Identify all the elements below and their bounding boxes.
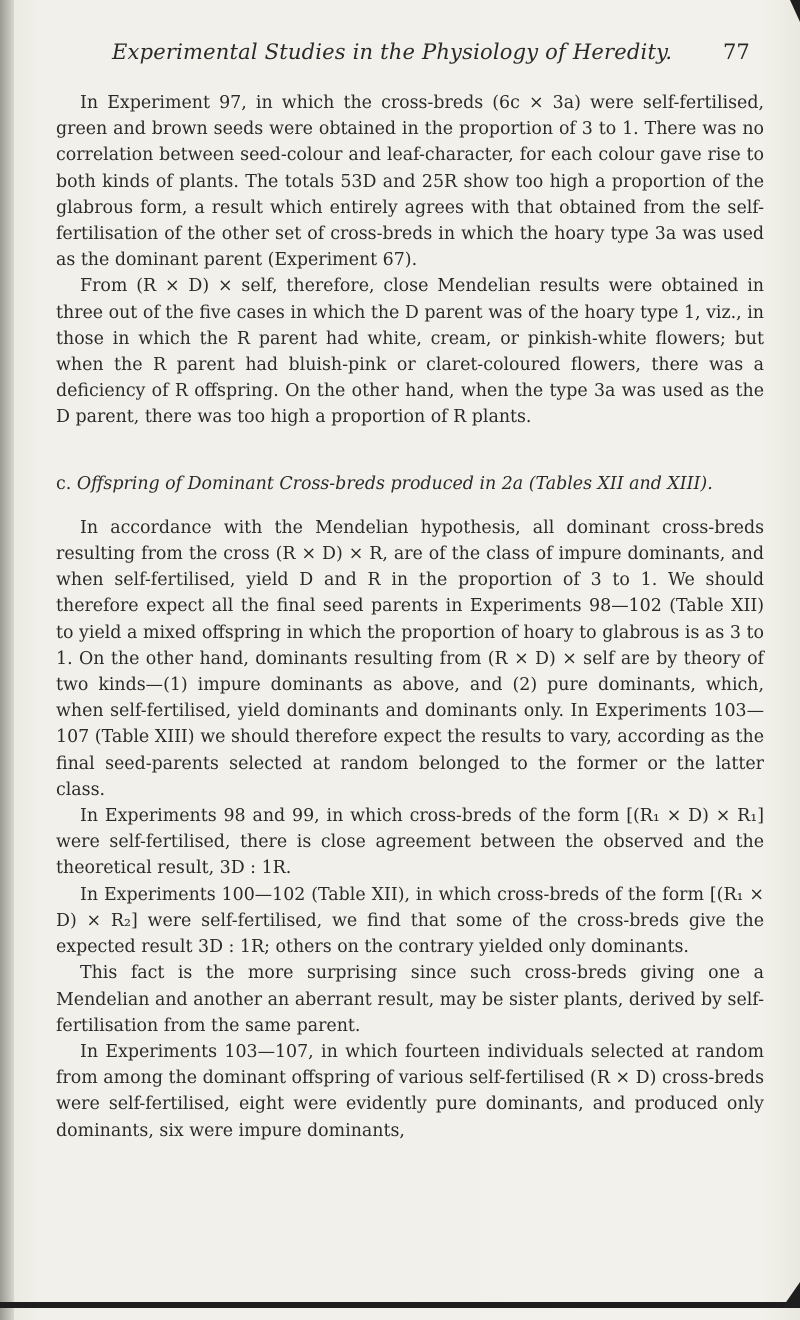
paragraph: In Experiments 103—107, in which fourteen individuals selected at random from among the dominant offspring of various self-fertilised (R × D) cross-breds were self-fertilised, eight were evidently pure dominants, and produced only dominants, six were impure dominants,	[56, 1041, 764, 1141]
section-heading-text: Offspring of Dominant Cross-breds produced in 2a (Tables XII and XIII).	[76, 473, 713, 494]
section-heading	[56, 471, 764, 497]
page-header	[0, 40, 800, 80]
paragraph: This fact is the more surprising since such cross-breds giving one a Mendelian and another an aberrant result, may be sister plants, derived by self-fertilisation from the same parent.	[56, 963, 764, 1036]
paragraph: In Experiments 100—102 (Table XII), in which cross-breds of the form [(R₁ × D) × R₂] were self-fertilised, we find that some of the cross-breds give the expected result 3D : 1R; others on the contrary yielded only dominants.	[56, 884, 764, 958]
paragraph: In accordance with the Mendelian hypothesis, all dominant cross-breds resulting from the cross (R × D) × R, are of the class of impure dominants, and when self-fertilised, yield D and R in the proportion of 3 to 1. We should therefore expect all the final seed parents in Experiments 98—102 (Table XII) to yield a mixed offspring in which the proportion of hoary to glabrous is as 3 to 1. On the other hand, dominants resulting from (R × D) × self are by theory of two kinds—(1) impure dominants as above, and (2) pure dominants, which, when self-fertilised, yield dominants and dominants only. In Experiments 103—107 (Table XIII) we should therefore expect the results to vary, according as the final seed-parents selected at random belonged to the former or the latter class.	[56, 517, 764, 800]
section-heading-label: c.	[56, 473, 72, 494]
paragraph: In Experiment 97, in which the cross-breds (6c × 3a) were self-fertilised, green and brown seeds were obtained in the proportion of 3 to 1. There was no correlation between seed-colour and leaf-character, for each colour gave rise to both kinds of plants. The totals 53D and 25R show too high a proportion of the glabrous form, a result which entirely agrees with that obtained from the self-fertilisation of the other set of cross-breds in which the hoary type 3a was used as the dominant parent (Experiment 67).	[56, 93, 764, 271]
page-number: 77	[723, 40, 750, 64]
page-corner-triangle	[782, 1282, 800, 1308]
page-corner-mark	[790, 0, 800, 22]
paragraph: In Experiments 98 and 99, in which cross-breds of the form [(R₁ × D) × R₁] were self-fertilised, there is close agreement between the observed and the theoretical result, 3D : 1R.	[56, 806, 764, 879]
paragraph: From (R × D) × self, therefore, close Mendelian results were obtained in three out of the five cases in which the D parent was of the hoary type 1, viz., in those in which the R parent had white, cream, or pinkish-white flowers; but when the R parent had bluish-pink or claret-coloured flowers, there was a deficiency of R offspring. On the other hand, when the type 3a was used as the D parent, there was too high a proportion of R plants.	[56, 276, 764, 428]
body-text	[56, 90, 764, 1144]
running-title: Experimental Studies in the Physiology of Heredity.	[112, 40, 673, 64]
page-bottom-edge	[0, 1302, 800, 1308]
binding-shadow	[0, 0, 14, 1320]
